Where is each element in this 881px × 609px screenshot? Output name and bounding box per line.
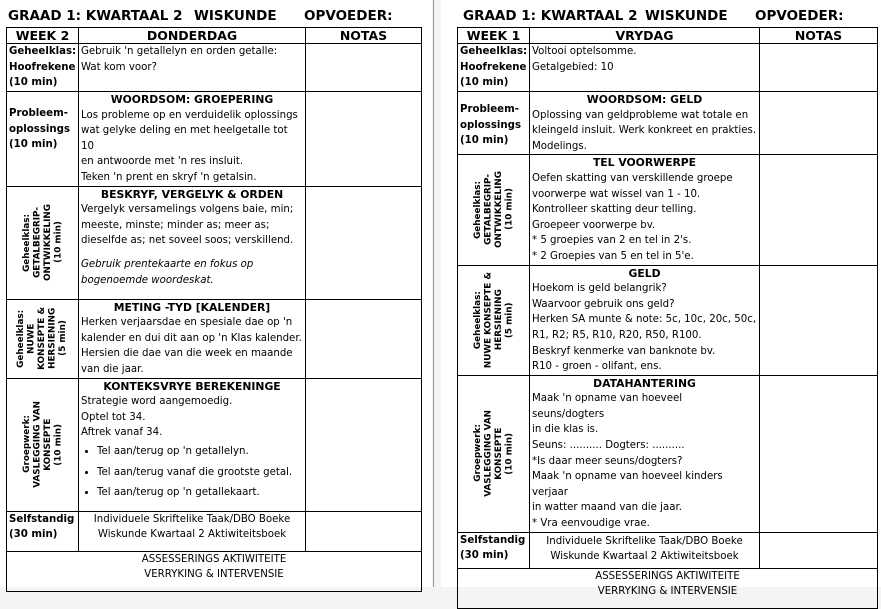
- notes-cell: [306, 511, 422, 551]
- page-divider: [433, 0, 434, 587]
- activity-title: BESKRYF, VERGELYK & ORDEN: [100, 187, 284, 201]
- activity-group-work: DATAHANTERING Maak 'n opname van hoeveel seuns/dogters in die klas is. Seuns: .......... Dogters: .......... *Is daar meer seuns/dogters? Maak 'n opname van hoeveel kinders verjaar in watter maand van die jaar. * Vra eenvoudige vrae.: [530, 375, 760, 532]
- activity-mental-maths: Voltooi optelsomme. Getalgebied: 10: [530, 44, 760, 92]
- notes-cell: [306, 378, 422, 511]
- day-header: VRYDAG: [530, 28, 760, 44]
- notes-cell: [760, 375, 878, 532]
- notes-cell: [760, 92, 878, 155]
- day-header: DONDERDAG: [79, 28, 306, 44]
- strategy-list: [81, 444, 303, 501]
- session-label-independent: Selfstandig (30 min): [7, 511, 79, 551]
- activity-new-concepts: METING -TYD [KALENDER] Herken verjaarsdae en spesiale dae op 'n kalender en dui dit aan op 'n Klas kalender. Hersien die dae van die week en maande van die jaar.: [79, 299, 306, 378]
- page-header: [441, 8, 881, 26]
- session-label-independent: Selfstandig (30 min): [458, 532, 530, 568]
- session-label-problem-solving: Probleem- oplossings (10 min): [458, 92, 530, 155]
- notes-cell: [760, 44, 878, 92]
- notes-cell: [760, 155, 878, 265]
- lesson-plan-page-2: [441, 0, 881, 598]
- activity-title: KONTEKSVRYE BEREKENINGE: [103, 379, 281, 393]
- session-label-new-concepts: Geheelklas: NUWE KONSEPTE & HERSIENING (5 min): [458, 265, 530, 375]
- notes-cell: [306, 186, 422, 299]
- activity-problem-solving: WOORDSOM: GELD Oplossing van geldprobleme wat totale en kleingeld insluit. Werk konkreet en prakties. Modelings.: [530, 92, 760, 155]
- activity-mental-maths: Gebruik 'n getallelyn en orden getalle: Wat kom voor?: [79, 44, 306, 92]
- assessment-row: ASSESSERINGS AKTIWITEITE VERRYKING & INTERVENSIE: [7, 551, 422, 591]
- week-header: WEEK 2: [7, 28, 79, 44]
- activity-title: DATAHANTERING: [593, 376, 696, 390]
- activity-title: WOORDSOM: GROEPERING: [110, 93, 274, 106]
- activity-new-concepts: GELD Hoekom is geld belangrik? Waarvoor gebruik ons geld? Herken SA munte & note: 5c, 10c, 20c, 50c, R1, R2; R5, R10, R20, R50, R100. Beskryf kenmerke van banknote bv. R10 - groen - olifant, ens.: [530, 265, 760, 375]
- lesson-plan-page-1: [0, 0, 432, 587]
- session-label-number-concept: Geheelklas: GETALBEGRIP- ONTWIKKELING (10 min): [7, 186, 79, 299]
- session-label-group-work: Groepwerk: VASLEGGING VAN KONSEPTE (10 min): [458, 375, 530, 532]
- notes-header: NOTAS: [306, 28, 422, 44]
- notes-cell: [306, 92, 422, 187]
- week-header: WEEK 1: [458, 28, 530, 44]
- activity-title: METING -TYD [KALENDER]: [113, 300, 271, 314]
- lesson-plan-table: [6, 27, 422, 592]
- notes-cell: [760, 265, 878, 375]
- grade-term-title: GRAAD 1: KWARTAAL 2: [463, 8, 638, 24]
- notes-cell: [760, 532, 878, 568]
- activity-title: GELD: [628, 266, 661, 280]
- teacher-label: OPVOEDER:: [304, 8, 393, 24]
- session-label-group-work: Groepwerk: VASLEGGING VAN KONSEPTE (10 min): [7, 378, 79, 511]
- session-label-mental-maths: Geheelklas: Hoofrekene (10 min): [458, 44, 530, 92]
- session-label-new-concepts: Geheelklas: NUWE KONSEPTE & HERSIENING (5 min): [7, 299, 79, 378]
- subject-title: WISKUNDE: [645, 8, 728, 24]
- subject-title: WISKUNDE: [194, 8, 277, 24]
- session-label-number-concept: Geheelklas: GETALBEGRIP- ONTWIKKELING (10 min): [458, 155, 530, 265]
- grade-term-title: GRAAD 1: KWARTAAL 2: [8, 8, 183, 24]
- assessment-row: ASSESSERINGS AKTIWITEITE VERRYKING & INTERVENSIE: [458, 568, 878, 608]
- notes-cell: [306, 299, 422, 378]
- activity-number-concept: BESKRYF, VERGELYK & ORDEN Vergelyk versamelings volgens baie, min; meeste, minste; minder as; meer as; dieselfde as; net soveel soos; verskillend. Gebruik prentekaarte en fokus op bogenoemde woordeskat.: [79, 186, 306, 299]
- notes-header: NOTAS: [760, 28, 878, 44]
- activity-independent: Individuele Skriftelike Taak/DBO Boeke Wiskunde Kwartaal 2 Aktiwiteitsboek: [530, 532, 760, 568]
- lesson-plan-table: [457, 27, 878, 609]
- activity-title: TEL VOORWERPE: [592, 156, 697, 170]
- activity-problem-solving: WOORDSOM: GROEPERING Los probleme op en verduidelik oplossings wat gelyke deling en met heelgetalle tot 10 en antwoorde met 'n res insluit. Teken 'n prent en skryf 'n getalsin.: [79, 92, 306, 187]
- teacher-label: OPVOEDER:: [755, 8, 844, 24]
- session-label-mental-maths: Geheelklas: Hoofrekene (10 min): [7, 44, 79, 92]
- activity-group-work: KONTEKSVRYE BEREKENINGE Strategie word aangemoedig. Optel tot 34. Aftrek vanaf 34. • Tel aan/terug op 'n getallelyn. • Tel aan/terug vanaf die grootste getal. • Tel aan/terug op 'n getallekaart.: [79, 378, 306, 511]
- activity-independent: Individuele Skriftelike Taak/DBO Boeke Wiskunde Kwartaal 2 Aktiwiteitsboek: [79, 511, 306, 551]
- page-header: [0, 8, 432, 26]
- list-item: • Tel aan/terug vanaf die grootste getal.: [97, 465, 303, 481]
- notes-cell: [306, 44, 422, 92]
- activity-title: WOORDSOM: GELD: [586, 93, 703, 106]
- activity-number-concept: TEL VOORWERPE Oefen skatting van verskillende groepe voorwerpe wat wissel van 1 - 10. Kontrolleer skatting deur telling. Groepeer voorwerpe bv. * 5 groepies van 2 en tel in 2's. * 2 Groepies van 5 en tel in 5'e.: [530, 155, 760, 265]
- list-item: • Tel aan/terug op 'n getallekaart.: [97, 485, 303, 501]
- list-item: • Tel aan/terug op 'n getallelyn.: [97, 444, 303, 460]
- session-label-problem-solving: Probleem- oplossings (10 min): [7, 92, 79, 187]
